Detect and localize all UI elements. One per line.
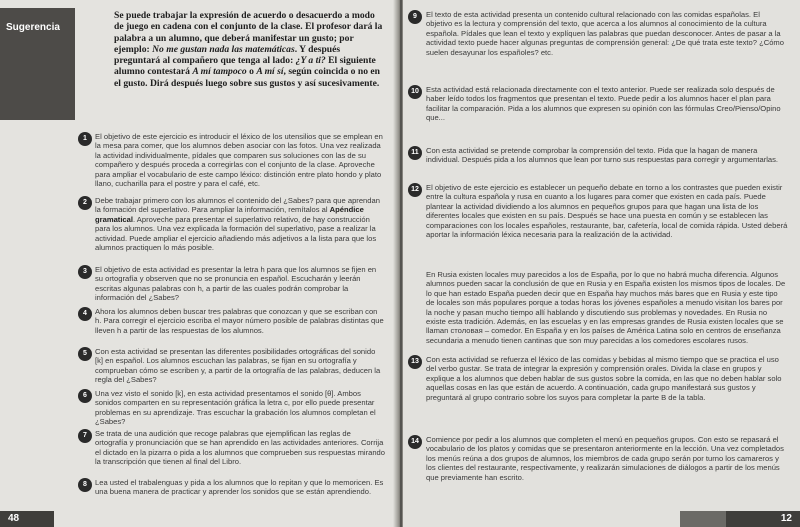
activity-text: El texto de esta actividad presenta un contenido cultural relacionado con las comidas españolas. El objetivo es la lectura y comprensión del texto, que acerca a los alumnos al conocimiento de la cultura española. Pídales que lean el texto y explíquen las palabras que puedan desconocer. Antes de pasar a la actividad texto puede hacer algunas preguntas de comprensión general: ¿De qué trata este texto? ¿Cómo suelen desayunar los españoles? etc. — [426, 10, 784, 57]
sugerencia-text: Se puede trabajar la expresión de acuerdo o desacuerdo a modo de juego en cadena con el conjunto de la clase. El profesor dará la palabra a un alumno, que deberá manifestar un gusto; por ejemplo: No me gustan nada las matemáticas. Y después preguntará al compañero que tenga al lado: ¿Y a ti? El siguiente alumno contestará A mí tampoco o A mí sí, según coincida o no en el gusto. Dirá después luego sobre sus gustos y así sucesivamente. — [114, 10, 383, 89]
activity-text: Lea usted el trabalenguas y pida a los alumnos que lo repitan y que lo memoricen. Es una buena manera de practicar y aprender los sonidos que se están aprendiendo. — [95, 478, 384, 497]
activity-number-badge: 13 — [408, 355, 422, 369]
page-number-left: 48 — [0, 511, 54, 527]
activity-text: Debe trabajar primero con los alumnos el contenido del ¿Sabes? para que aprendan la formación del superlativo. Para ampliar la información, remítalos al Apéndice gramatical. Aproveche para presentar el superlativo relativo, de hay construcción para los alumnos. Una vez explicada la formación del superlativo, pase a realizar la actividad. Puede ampliar el ejercicio añadiendo más adjetivos a la lista para que los alumnos practiquen lo más posible. — [95, 196, 380, 253]
sugerencia-sidebar — [0, 8, 75, 120]
activity-text: Se trata de una audición que recoge palabras que ejemplifican las reglas de ortografía y pronunciación que se han aprendido en las actividades anteriores. Corrija el dictado en la pizarra o pida a los alumnos que comprueben sus respuestas mirando la transcripción que tienen al final del Libro. — [95, 429, 385, 467]
sugerencia-label: Sugerencia — [6, 22, 60, 33]
activity-text: Con esta actividad se presentan las diferentes posibilidades ortográficas del sonido [k] en español. Los alumnos escuchan las palabras, se fijan en su ortografía y comprueban cómo se escriben y, a partir de la ortografía de las palabras, deducen la regla del ¿Sabes? — [95, 347, 381, 385]
activity-text: El objetivo de este ejercicio es introducir el léxico de los utensilios que se emplean en la mesa para comer, que los alumnos deben asociar con las fotos. Una vez realizada la actividad individualmente, pídales que comparen sus soluciones con las de su compañero y después proceda a corregirlas con el conjunto de la clase. Aproveche para ampliar el vocabulario de este campo léxico: distinción entre plato hondo y plato llano, cucharilla para el postre y para el café, etc. — [95, 132, 383, 189]
right-page — [403, 0, 800, 527]
activity-number-badge: 14 — [408, 435, 422, 449]
activity-text: Esta actividad está relacionada directamente con el texto anterior. Puede ser realizada solo después de haber leído todos los fragmentos que presentan el texto. Puede pedir a los alumnos hacer el plan para facilitar la comparación. Pida a los alumnos que expresen su opinión con las fórmulas Creo/Pienso/Opino que... — [426, 85, 781, 123]
activity-number-badge: 4 — [78, 307, 92, 321]
activity-number-badge: 11 — [408, 146, 422, 160]
activity-text: Con esta actividad se refuerza el léxico de las comidas y bebidas al mismo tiempo que se practica el uso del verbo gustar. Se trata de integrar la expresión y comprensión orales. Divida la clase en grupos y explique a los alumnos que deben hablar de sus gustos sobre la comida, en las que no deben hablar solo aquellas cosas en las que están de acuerdo. A continuación, cada grupo manifestará sus gustos y preguntará al grupo contrario sobre los suyos para completar la parte B de la tabla. — [426, 355, 782, 402]
activity-text: El objetivo de este ejercicio es establecer un pequeño debate en torno a los contrastes que pueden existir entre la cultura española y rusa en cuanto a los lugares para comer que existen en cada país. Puede plantear la actividad dividiendo a los alumnos en pequeños grupos para que hagan una lista de los diferentes locales que existen en su país. Después se hace una puesta en común y se establecen las comparaciones con los locales españoles, restaurante, bar, cafetería, local de comida rápida. Usted deberá aportar la información léxica necesaria para la realización de la actividad. — [426, 183, 788, 240]
activity-number-badge: 1 — [78, 132, 92, 146]
activity-number-badge: 10 — [408, 85, 422, 99]
activity-text: El objetivo de esta actividad es presentar la letra h para que los alumnos se fijen en su ortografía y observen que no se pronuncia en español. Escucharán y leerán escritas algunas palabras con h, a partir de las cuales podrán comprobar la información del ¿Sabes? — [95, 265, 377, 303]
activity-number-badge: 12 — [408, 183, 422, 197]
page-number-right: 12 — [726, 511, 800, 527]
activity-number-badge: 9 — [408, 10, 422, 24]
activity-number-badge: 3 — [78, 265, 92, 279]
activity-text: Con esta actividad se pretende comprobar la comprensión del texto. Pida que la hagan de manera individual. Después pida a los alumnos que lean por turno sus respuestas para corregir y argumentarlas. — [426, 146, 779, 165]
activity-number-badge: 7 — [78, 429, 92, 443]
activity-text: Ahora los alumnos deben buscar tres palabras que conozcan y que se escriban con h. Para corregir el ejercicio escriba el mayor número posible de palabras distintas que lleven h a partir de las respuestas de los alumnos. — [95, 307, 384, 335]
activity-number-badge: 6 — [78, 389, 92, 403]
activity-text: Una vez visto el sonido [k], en esta actividad presentamos el sonido [θ]. Ambos sonidos comparten en su representación gráfica la letra c, por ello puede presentar problemas en su aprendizaje. Tras escuchar la grabación los alumnos completan el ¿Sabes? — [95, 389, 376, 427]
activity-text: En Rusia existen locales muy parecidos a los de España, por lo que no habrá mucha diferencia. Algunos alumnos pueden sacar la conclusión de que en Rusia y en España existen los mismos tipos de locales. De lo que han estado España pueden decir que en España hay muchos más bares que en Rusia y este tipo de locales son más populares porque a todas horas los jóvenes españoles a menudo visitan los bares por la noche y pasan mucho tiempo allí hablando y discutiendo sus problemas y novedades. En Rusia no existe esta tradición. Además, en las escuelas y en las empresas grandes de Rusia existen locales que se llaman столовая – comedor. En España y en los países de América Latina solo en centros de enseñanza secundaria a menudo tienen cantinas que son muy parecidas a los comedores escolares rusos. — [426, 270, 786, 345]
activity-number-badge: 8 — [78, 478, 92, 492]
activity-number-badge: 2 — [78, 196, 92, 210]
activity-number-badge: 5 — [78, 347, 92, 361]
activity-text: Comience por pedir a los alumnos que completen el menú en pequeños grupos. Con esto se repasará el vocabulario de los platos y comidas que se presentaron anteriormente en la lección. Una vez completados los menús reúna a dos grupos de alumnos, los miembros de cada grupo serán por turno los camareros y los clientes del restaurante, respectivamente, y realizarán simulaciones de diálogos a partir de los menús que previamente han escrito. — [426, 435, 784, 482]
